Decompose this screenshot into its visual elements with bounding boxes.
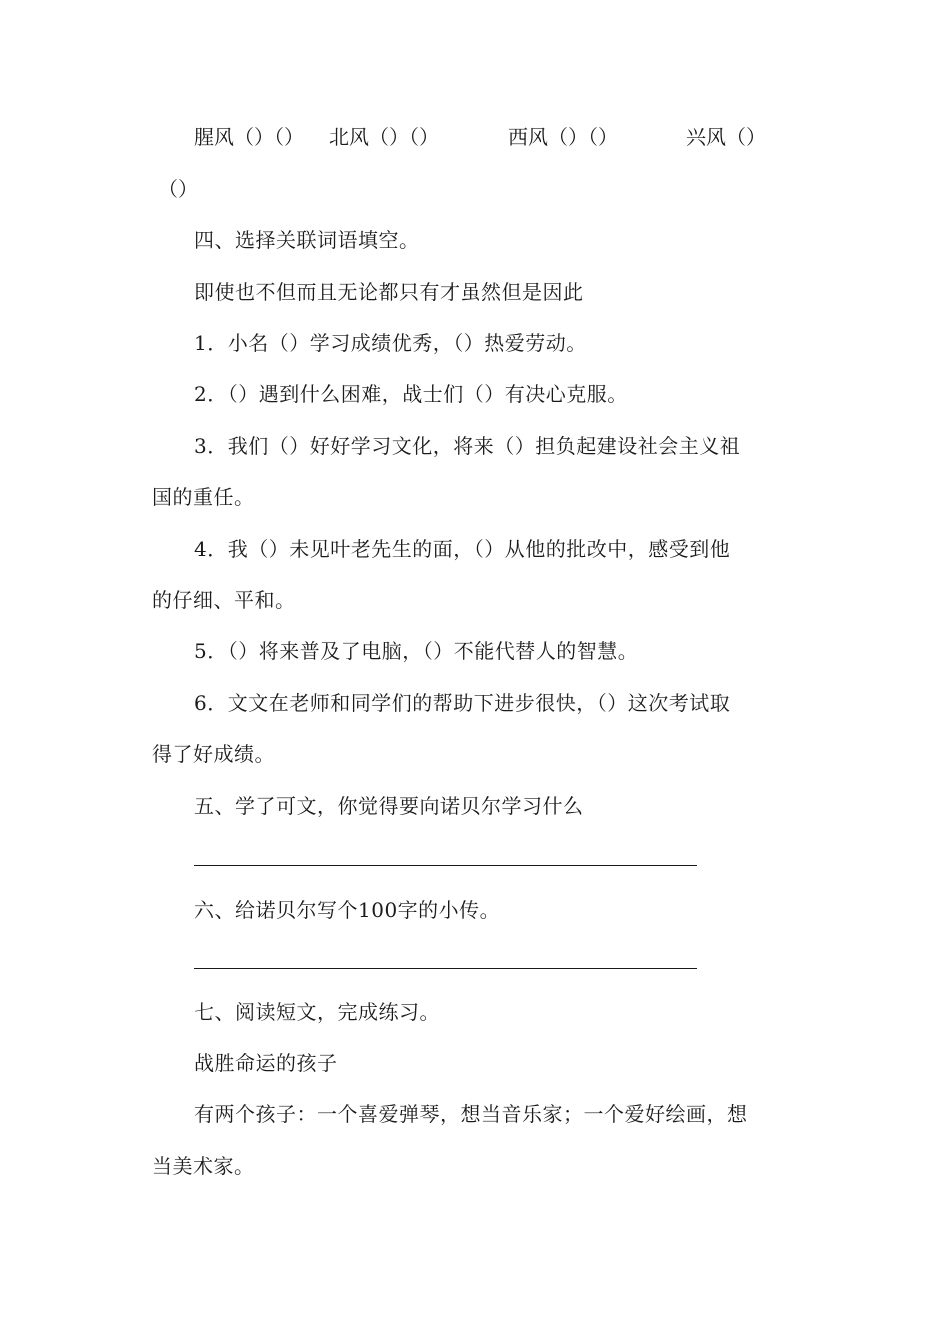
story-title: 战胜命运的孩子: [194, 1051, 338, 1075]
question-4-line1: 4．我（）未见叶老先生的面，（）从他的批改中，感受到他: [194, 537, 731, 561]
question-3-line2: 国的重任。: [152, 485, 255, 509]
section4-options: 即使也不但而且无论都只有才虽然但是因此: [194, 280, 584, 304]
wind-item-1: 腥风（）（）: [194, 125, 304, 149]
question-3-line1: 3．我们（）好好学习文化，将来（）担负起建设社会主义祖: [194, 434, 741, 458]
answer-line-section6: [194, 968, 697, 969]
section4-title: 四、选择关联词语填空。: [194, 228, 420, 252]
wind-item-4: 兴风（）: [686, 125, 766, 149]
answer-line-section5: [194, 865, 697, 866]
question-1: 1．小名（）学习成绩优秀，（）热爱劳动。: [194, 331, 587, 355]
question-5: 5．（）将来普及了电脑，（）不能代替人的智慧。: [194, 639, 639, 663]
section6-title: 六、给诺贝尔写个100字的小传。: [194, 898, 501, 922]
section5-title: 五、学了可文，你觉得要向诺贝尔学习什么: [194, 794, 584, 818]
wind-item-overflow: （）: [158, 177, 198, 201]
story-paragraph-line2: 当美术家。: [152, 1154, 255, 1178]
question-6-line2: 得了好成绩。: [152, 742, 275, 766]
wind-item-3: 西风（）（）: [508, 125, 618, 149]
question-6-line1: 6．文文在老师和同学们的帮助下进步很快，（）这次考试取: [194, 691, 731, 715]
story-paragraph-line1: 有两个孩子：一个喜爱弹琴，想当音乐家；一个爱好绘画，想: [194, 1102, 748, 1126]
wind-item-2: 北风（）（）: [329, 125, 439, 149]
question-2: 2．（）遇到什么困难，战士们（）有决心克服。: [194, 382, 628, 406]
section7-title: 七、阅读短文，完成练习。: [194, 1000, 440, 1024]
question-4-line2: 的仔细、平和。: [152, 588, 296, 612]
